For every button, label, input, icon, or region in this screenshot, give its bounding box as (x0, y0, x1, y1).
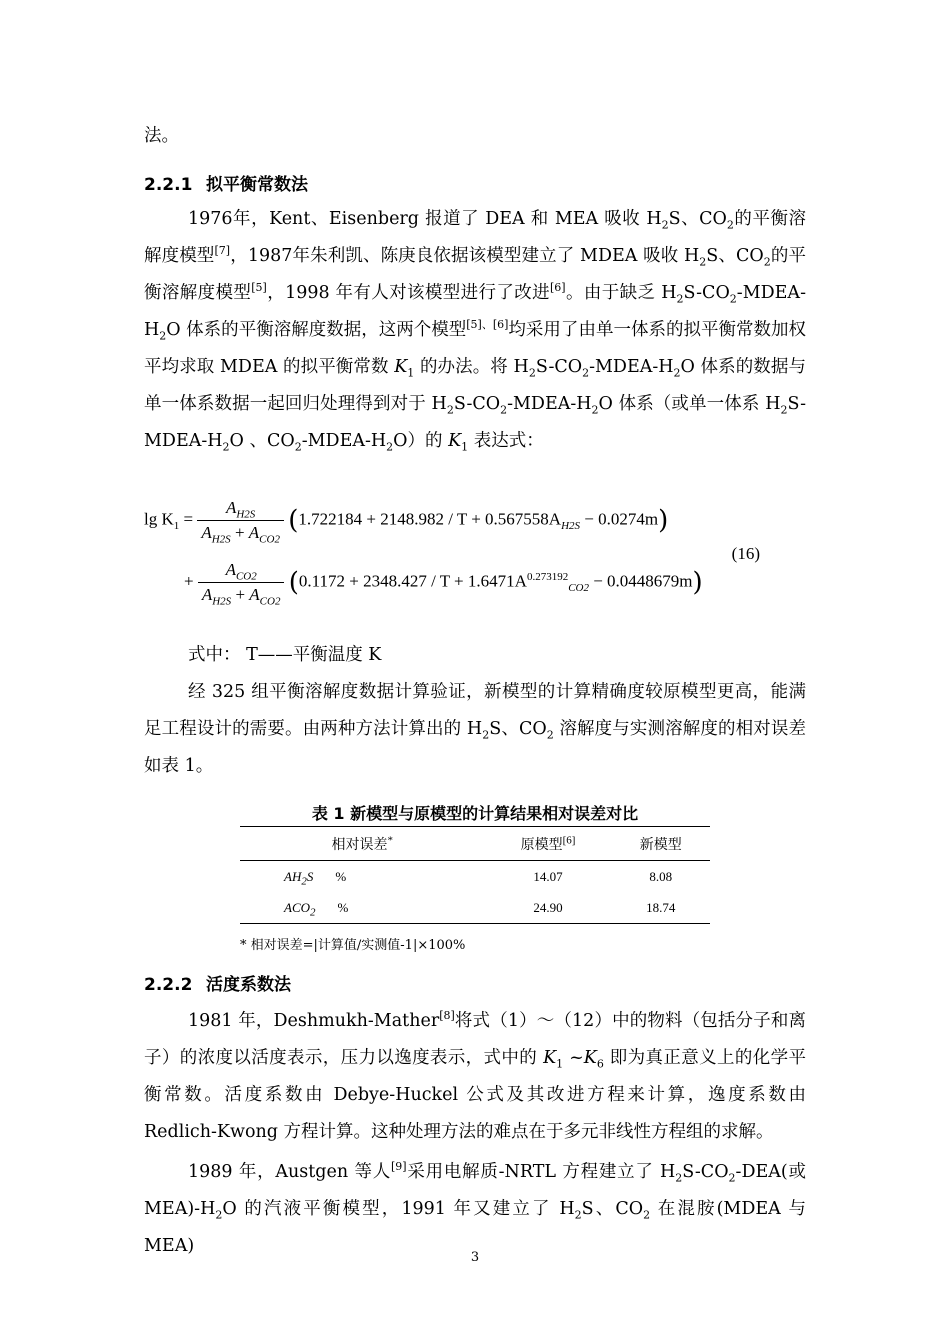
paragraph-deshmukh-mather: 1981 年，Deshmukh-Mather[8]将式（1）～（12）中的物料（包括分子和离子）的浓度以活度表示，压力以逸度表示，式中的 $K_1$ $\sim K_6$ 即为真正意义上的化学平衡常数。活度系数由 Debye-Huckel 公式及其改进方程来计算，逸度系数由 Redlich-Kwong 方程计算。这种处理方法的难点在于多元非线性方程组的求解。 (144, 1009, 807, 1142)
equation-number: (16) (731, 544, 760, 563)
citation: [5]、[6] (466, 318, 509, 332)
column-header: 原模型[6] (485, 827, 612, 861)
section-heading-2-2-1 (144, 170, 308, 195)
weight-fraction-h2s: $\frac{A_{H2S}}{A_{H2S} + A_{CO2}}$ (197, 498, 284, 543)
paragraph-validation: 经 325 组平衡溶解度数据计算验证，新模型的计算精确度较原模型更高，能满足工程设计的需要。由两种方法计算出的 $H_2S$、$CO_2$ 溶解度与实测溶解度的相对误差如表 1。 (144, 682, 806, 776)
table-cell: 8.08 (649, 868, 673, 884)
equation-line-2: + $\frac{A_{CO2}}{A_{H2S} + A_{CO2}}$ $(0.1172 + 2348.427 / T + 1.6471A^{0.273192}_{CO2} - 0.0448679m)$ (184, 560, 703, 608)
citation: [9] (390, 1160, 407, 1174)
error-comparison-table (240, 826, 710, 924)
table-row (240, 861, 710, 893)
table-cell: 14.07 (533, 868, 563, 884)
table-caption: 表 1 新模型与原模型的计算结果相对误差对比 (311, 804, 639, 823)
citation: [7] (214, 244, 231, 258)
citation: [8] (439, 1009, 455, 1023)
continued-line: 法。 (144, 126, 179, 146)
section-number: 2.2.2 (144, 975, 193, 995)
table-cell: 24.90 (485, 892, 612, 924)
table-row (240, 892, 710, 924)
row-label: $AH_2S$ % (284, 868, 347, 888)
equation-16 (144, 498, 806, 618)
paragraph-kent-eisenberg: 1976年，Kent、Eisenberg 报道了 DEA 和 MEA 吸收 $H_2S$、$CO_2$的平衡溶解度模型[7]，1987年朱利凯、陈庚良依据该模型建立了 MDEA 吸收 $H_2S$、$CO_2$的平衡溶解度模型[5]，1998 年有人对该模型进行了改进[6]。由于缺乏 $H_2S-CO_2-MDEA-H_2O$ 体系的平衡溶解度数据，这两个模型[5]、[6]均采用了由单一体系的拟平衡常数加权平均求取 MDEA 的拟平衡常数 $K_1$ 的办法。将 $H_2S-CO_2-MDEA-H_2O$ 体系的数据与单一体系数据一起回归处理得到对于 $H_2S-CO_2-MDEA-H_2O$ 体系（或单一体系 $H_2S-MDEA-H_2O$ 、$CO_2-MDEA-H_2O$）的 $K_1$ 表达式： (144, 209, 807, 454)
paragraph-austgen: 1989 年，Austgen 等人[9]采用电解质-NRTL 方程建立了 $H_2S-CO_2-DEA$(或 $MEA)-H_2O$ 的汽液平衡模型，1991 年又建立了 $H_2S$、$CO_2$ 在混胺(MDEA 与 MEA) (144, 1160, 806, 1256)
citation: [6] (550, 281, 566, 295)
row-label: $ACO_2$ % (240, 892, 485, 924)
section-title: 拟平衡常数法 (206, 175, 308, 195)
page-number: 3 (470, 1250, 480, 1265)
where-clause: 式中： T——平衡温度 K (188, 645, 382, 665)
equation-line-1: $\lg K_1$ = $\frac{A_{H2S}}{A_{H2S} + A_{CO2}}$ $(1.722184 + 2148.982 / T + 0.567558A_{H2S} - 0.0274m)$ (144, 498, 669, 546)
table-footnote: * 相对误差=|计算值/实测值-1|×100% (240, 938, 466, 953)
column-header: 相对误差* (240, 827, 485, 861)
column-header: 新模型 (612, 827, 710, 861)
weight-fraction-co2: $\frac{A_{CO2}}{A_{H2S} + A_{CO2}}$ (198, 560, 285, 605)
section-number: 2.2.1 (144, 175, 193, 195)
citation: [5] (251, 281, 267, 295)
section-heading-2-2-2 (144, 970, 291, 995)
table-header-row (240, 827, 710, 861)
section-title: 活度系数法 (206, 975, 291, 995)
table-cell: 18.74 (612, 892, 710, 924)
